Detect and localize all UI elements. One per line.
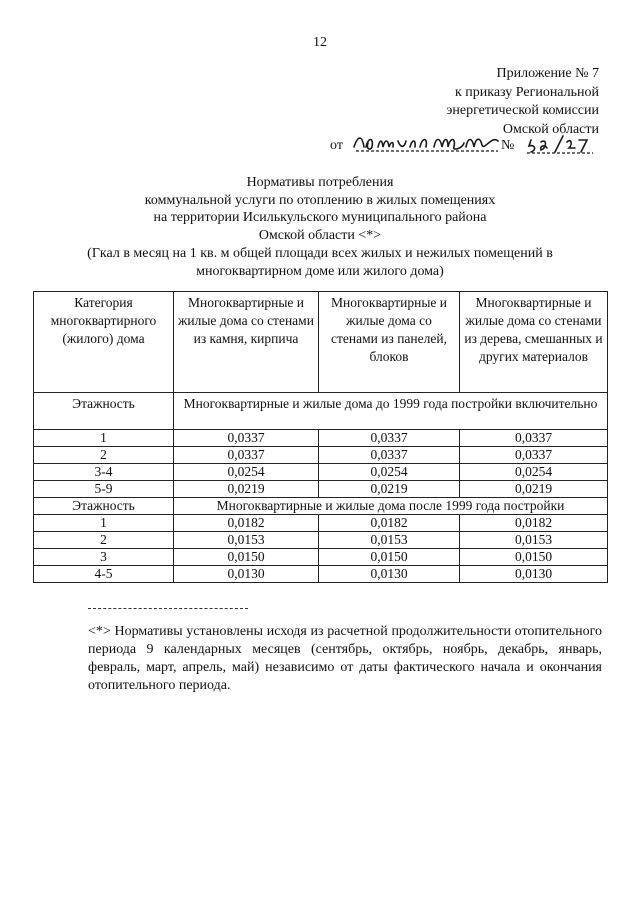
- order-line: [325, 137, 610, 157]
- section-title: Многоквартирные и жилые дома после 1999 года постройки: [174, 498, 608, 515]
- appendix-line: Приложение № 7: [496, 66, 599, 81]
- section-label: Этажность: [34, 393, 174, 430]
- value-cell: 0,0153: [319, 532, 460, 549]
- floors-cell: 1: [34, 430, 174, 447]
- value-cell: 0,0337: [174, 430, 319, 447]
- value-cell: 0,0150: [319, 549, 460, 566]
- value-cell: 0,0130: [460, 566, 608, 583]
- floors-cell: 2: [34, 532, 174, 549]
- appendix-header: [446, 65, 599, 139]
- header-wood: Многоквартирные и жилые дома со стенами из дерева, смешанных и других материалов: [460, 292, 608, 393]
- unit-line: многоквартирном доме или жилого дома): [196, 263, 444, 279]
- order-from-label: от: [330, 138, 343, 153]
- value-cell: 0,0337: [319, 447, 460, 464]
- value-cell: 0,0130: [319, 566, 460, 583]
- header-brick: Многоквартирные и жилые дома со стенами из камня, кирпича: [174, 292, 319, 393]
- handwritten-order-number: [525, 132, 595, 156]
- title-line: коммунальной услуги по отоплению в жилых помещениях: [144, 192, 496, 208]
- title-line: Нормативы потребления: [246, 175, 394, 190]
- table-header-row: [34, 292, 608, 393]
- value-cell: 0,0150: [174, 549, 319, 566]
- table-row: [34, 481, 608, 498]
- value-cell: 0,0182: [460, 515, 608, 532]
- appendix-line: Омской области: [502, 121, 599, 137]
- value-cell: 0,0337: [460, 430, 608, 447]
- unit-line: (Гкал в месяц на 1 кв. м общей площади всех жилых и нежилых помещений в: [87, 245, 553, 261]
- footnote-separator: [88, 608, 248, 609]
- floors-cell: 5-9: [34, 481, 174, 498]
- value-cell: 0,0219: [174, 481, 319, 498]
- value-cell: 0,0337: [174, 447, 319, 464]
- section-label: Этажность: [34, 498, 174, 515]
- floors-cell: 3-4: [34, 464, 174, 481]
- value-cell: 0,0337: [319, 430, 460, 447]
- appendix-line: к приказу Региональной: [454, 84, 599, 100]
- value-cell: 0,0182: [319, 515, 460, 532]
- value-cell: 0,0254: [460, 464, 608, 481]
- value-cell: 0,0130: [174, 566, 319, 583]
- value-cell: 0,0219: [460, 481, 608, 498]
- value-cell: 0,0254: [174, 464, 319, 481]
- table-row: [34, 549, 608, 566]
- order-number-label: №: [501, 138, 515, 153]
- table-row: [34, 566, 608, 583]
- section-row: [34, 498, 608, 515]
- title-line: на территории Исилькульского муниципального района: [153, 210, 487, 226]
- floors-cell: 1: [34, 515, 174, 532]
- handwritten-date-signature: [352, 131, 502, 155]
- title-line: Омской области <*>: [258, 228, 382, 244]
- value-cell: 0,0182: [174, 515, 319, 532]
- floors-cell: 2: [34, 447, 174, 464]
- appendix-line: энергетической комиссии: [446, 103, 599, 118]
- table-row: [34, 430, 608, 447]
- header-category: Категория многоквартирного (жилого) дома: [34, 292, 174, 393]
- section-title: Многоквартирные и жилые дома до 1999 года постройки включительно: [174, 393, 608, 430]
- value-cell: 0,0219: [319, 481, 460, 498]
- header-panel: Многоквартирные и жилые дома со стенами из панелей, блоков: [319, 292, 460, 393]
- table-row: [34, 515, 608, 532]
- norms-table: [33, 291, 608, 583]
- table-row: [34, 532, 608, 549]
- table-row: [34, 447, 608, 464]
- value-cell: 0,0153: [460, 532, 608, 549]
- value-cell: 0,0153: [174, 532, 319, 549]
- page-number: 12: [313, 35, 327, 50]
- value-cell: 0,0150: [460, 549, 608, 566]
- section-row: [34, 393, 608, 430]
- document-title: [60, 174, 580, 280]
- table-row: [34, 464, 608, 481]
- footnote-text: <*> Нормативы установлены исходя из расчетной продолжительности отопительного периода 9 календарных месяцев (сентябрь, октябрь, ноябрь, декабрь, январь, февраль, март, апрель, май) независимо от даты фактического начала и окончания отопительного периода.: [88, 624, 602, 693]
- floors-cell: 4-5: [34, 566, 174, 583]
- floors-cell: 3: [34, 549, 174, 566]
- value-cell: 0,0337: [460, 447, 608, 464]
- value-cell: 0,0254: [319, 464, 460, 481]
